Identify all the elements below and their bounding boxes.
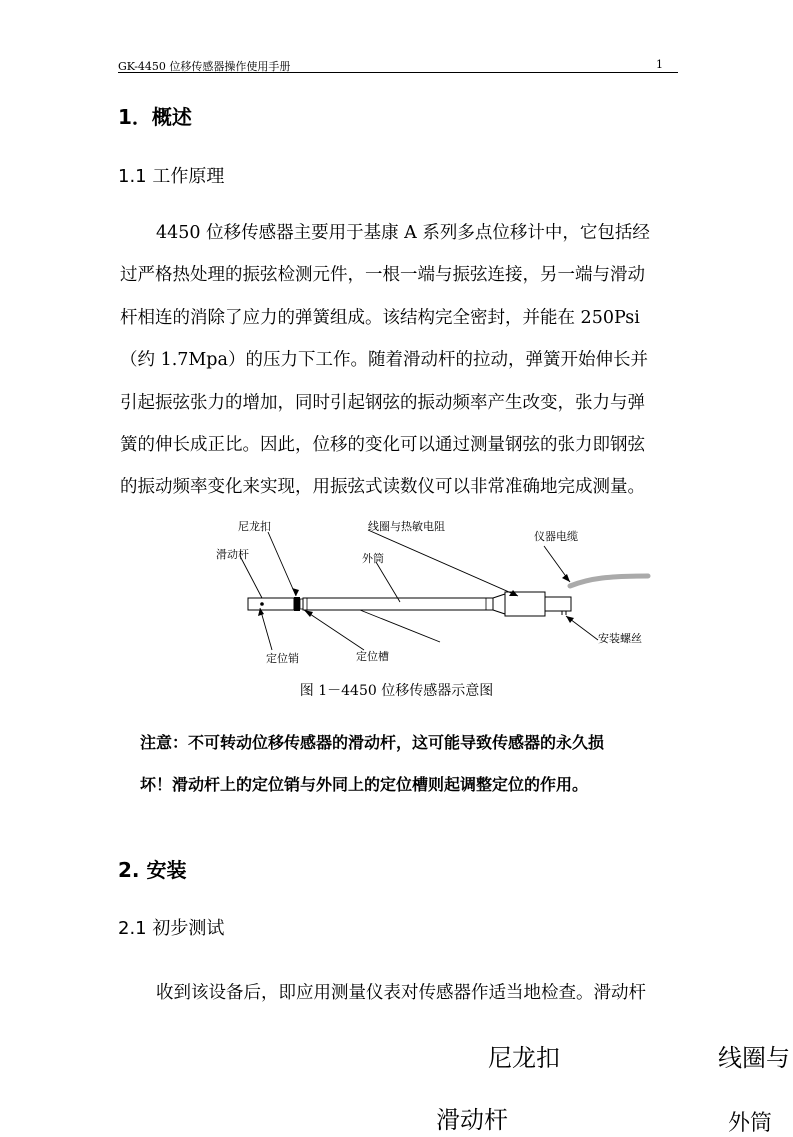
slide-rod — [248, 598, 294, 610]
paragraph-line: 的振动频率变化来实现，用振弦式读数仪可以非常准确地完成测量。 — [120, 477, 645, 498]
nylon-buckle — [294, 597, 300, 611]
label-outer-tube: 外筒 — [362, 552, 384, 565]
sensor-diagram — [200, 512, 660, 672]
locating-pin-dot — [260, 602, 264, 606]
label-slide-rod: 滑动杆 — [216, 548, 249, 561]
paragraph-line: 收到该设备后，即应用测量仪表对传感器作适当地检查。滑动杆 — [156, 983, 646, 1003]
overflow-label-outer-tube: 外筒 — [728, 1111, 773, 1136]
label-locating-groove: 定位槽 — [356, 650, 389, 663]
overflow-label-nylon-buckle: 尼龙扣 — [488, 1044, 560, 1072]
section-2-1-heading: 2.1 初步测试 — [118, 918, 225, 939]
section-2-heading: 2. 安装 — [118, 858, 187, 882]
notice-line: 注意：不可转动位移传感器的滑动杆，这可能导致传感器的永久损 — [140, 733, 605, 752]
paragraph-line: 引起振弦张力的增加，同时引起钢弦的振动频率产生改变，张力与弹 — [120, 392, 645, 413]
section-1-heading: 1．概述 — [118, 105, 192, 129]
label-nylon-buckle: 尼龙扣 — [238, 520, 271, 533]
paragraph-line: 杆相连的消除了应力的弹簧组成。该结构完全密封，并能在 250Psi — [120, 307, 640, 328]
section-2-paragraph — [120, 972, 676, 1014]
paragraph-line: 4450 位移传感器主要用于基康 A 系列多点位移计中，它包括经 — [156, 223, 650, 243]
instrument-cable — [570, 576, 648, 586]
section-1-paragraph — [120, 212, 676, 509]
outer-tube — [303, 598, 493, 610]
header-title: GK-4450 位移传感器操作使用手册 — [118, 60, 291, 73]
label-mounting-thread: 安装螺丝 — [598, 632, 642, 645]
page-number: 1 — [656, 58, 663, 71]
label-cable: 仪器电缆 — [534, 530, 578, 543]
overflow-label-coil: 线圈与 — [718, 1044, 790, 1072]
figure-caption: 图 1－4450 位移传感器示意图 — [299, 683, 494, 699]
label-coil: 线圈与热敏电阻 — [368, 520, 445, 533]
mounting-thread — [545, 597, 571, 611]
overflow-label-slide-rod: 滑动杆 — [436, 1106, 508, 1134]
notice-line: 坏！滑动杆上的定位销与外同上的定位槽则起调整定位的作用。 — [140, 775, 589, 794]
paragraph-line: 簧的伸长成正比。因此，位移的变化可以通过测量钢弦的张力即钢弦 — [120, 435, 645, 456]
header-rule — [118, 72, 678, 73]
paragraph-line: 过严格热处理的振弦检测元件，一根一端与振弦连接，另一端与滑动 — [120, 265, 645, 286]
label-locating-pin: 定位销 — [266, 652, 299, 665]
warning-notice — [140, 722, 685, 806]
paragraph-line: （约 1.7Mpa）的压力下工作。随着滑动杆的拉动，弹簧开始伸长并 — [120, 350, 648, 371]
section-1-1-heading: 1.1 工作原理 — [118, 166, 225, 187]
